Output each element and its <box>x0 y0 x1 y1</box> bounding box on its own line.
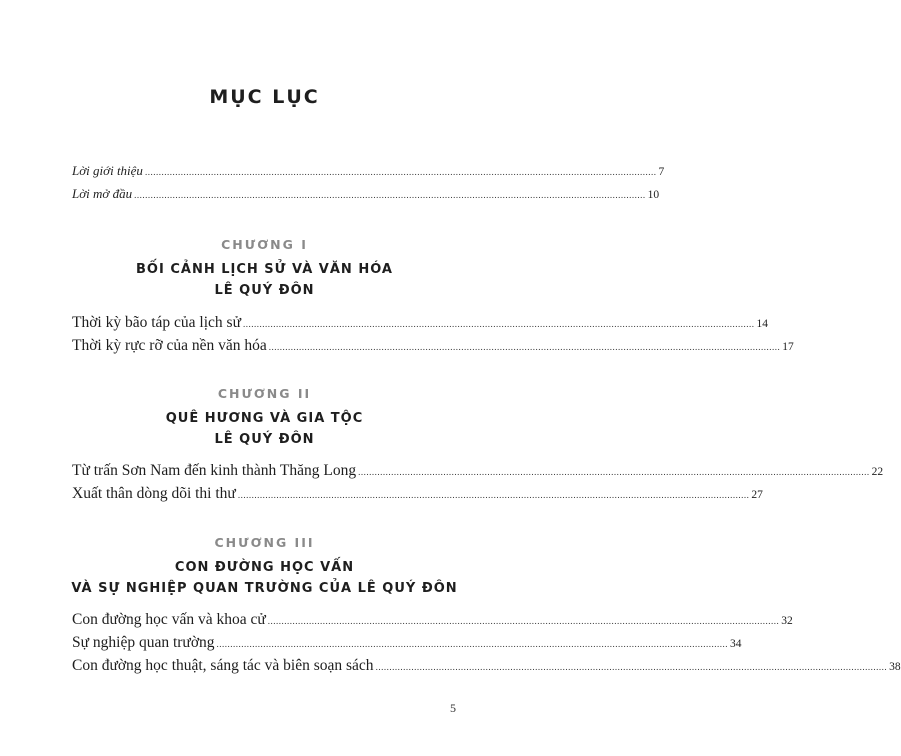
page-title: MỤC LỤC <box>209 86 320 108</box>
toc-entry-page: 22 <box>871 466 884 478</box>
chapter-title-line: CON ĐƯỜNG HỌC VẤN <box>174 560 355 575</box>
toc-entry-page: 27 <box>751 489 763 501</box>
toc-entry-page: 38 <box>889 661 901 673</box>
toc-entry-label: Sự nghiệp quan trường <box>72 634 215 651</box>
chapter-heading: CHƯƠNG I <box>221 237 308 252</box>
toc-entry-page: 32 <box>781 615 793 627</box>
dot-leader: .......................................................................................................................................................................................... <box>216 639 729 649</box>
chapter-heading: CHƯƠNG III <box>214 535 315 550</box>
toc-entry-page: 7 <box>658 166 665 178</box>
toc-entry[interactable] <box>72 611 793 631</box>
toc-entry-label: Thời kỳ rực rỡ của nền văn hóa <box>72 337 267 354</box>
dot-leader: .......................................................................................................................................................................................... <box>144 167 657 177</box>
toc-entry[interactable] <box>72 485 763 505</box>
toc-entry[interactable] <box>72 314 768 334</box>
toc-entry-label: Con đường học vấn và khoa cử <box>72 611 266 628</box>
toc-entry-label: Thời kỳ bão táp của lịch sử <box>72 314 241 331</box>
toc-entry-label: Lời mở đầu <box>72 186 133 201</box>
chapter-title-line: BỐI CẢNH LỊCH SỬ VÀ VĂN HÓA <box>136 262 393 277</box>
toc-entry-label: Từ trấn Sơn Nam đến kinh thành Thăng Long <box>72 462 357 479</box>
toc-entry[interactable] <box>72 186 660 206</box>
dot-leader: .......................................................................................................................................................................................... <box>267 616 780 626</box>
toc-entry-page: 14 <box>756 318 768 330</box>
toc-entry-page: 34 <box>730 638 742 650</box>
toc-entry-page: 17 <box>782 341 794 353</box>
toc-entry[interactable] <box>72 634 742 654</box>
page-number: 5 <box>450 701 456 715</box>
chapter-heading: CHƯƠNG II <box>217 386 312 401</box>
toc-entry[interactable] <box>72 462 884 482</box>
toc-entry-page: 10 <box>647 189 660 201</box>
dot-leader: .......................................................................................................................................................................................... <box>242 319 755 329</box>
dot-leader: .......................................................................................................................................................................................... <box>134 190 646 200</box>
dot-leader: .......................................................................................................................................................................................... <box>358 467 870 477</box>
toc-entry[interactable] <box>72 657 901 677</box>
toc-entry[interactable] <box>72 337 794 357</box>
toc-entry-label: Lời giới thiệu <box>72 163 143 178</box>
toc-entry-label: Xuất thân dòng dõi thi thư <box>72 485 236 502</box>
dot-leader: .......................................................................................................................................................................................... <box>268 342 781 352</box>
chapter-title-line: LÊ QUÝ ĐÔN <box>214 283 315 298</box>
toc-entry-label: Con đường học thuật, sáng tác và biên soạn sách <box>72 657 374 674</box>
toc-entry[interactable] <box>72 163 665 183</box>
chapter-title-line: LÊ QUÝ ĐÔN <box>214 432 315 447</box>
dot-leader: .......................................................................................................................................................................................... <box>237 490 750 500</box>
chapter-title-line: VÀ SỰ NGHIỆP QUAN TRƯỜNG CỦA LÊ QUÝ ĐÔN <box>71 581 458 596</box>
dot-leader: .......................................................................................................................................................................................... <box>375 662 888 672</box>
chapter-title-line: QUÊ HƯƠNG VÀ GIA TỘC <box>165 411 364 426</box>
